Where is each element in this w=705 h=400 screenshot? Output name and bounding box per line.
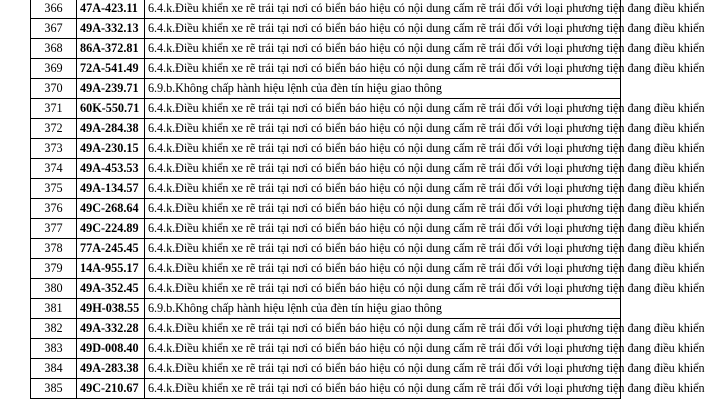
license-plate-cell: 49A-230.15 bbox=[77, 139, 145, 159]
violation-description-cell: 6.4.k.Điều khiển xe rẽ trái tại nơi có biển báo hiệu có nội dung cấm rẽ trái đối với loại phương tiện đang điều khiển bbox=[145, 0, 621, 19]
row-number-cell: 376 bbox=[31, 199, 77, 219]
row-number-cell: 373 bbox=[31, 139, 77, 159]
violation-description-cell: 6.9.b.Không chấp hành hiệu lệnh của đèn tín hiệu giao thông bbox=[145, 299, 621, 319]
table-row bbox=[31, 319, 621, 339]
violation-description-cell: 6.4.k.Điều khiển xe rẽ trái tại nơi có biển báo hiệu có nội dung cấm rẽ trái đối với loại phương tiện đang điều khiển bbox=[145, 59, 621, 79]
violation-description-cell: 6.4.k.Điều khiển xe rẽ trái tại nơi có biển báo hiệu có nội dung cấm rẽ trái đối với loại phương tiện đang điều khiển bbox=[145, 19, 621, 39]
row-number-cell: 372 bbox=[31, 119, 77, 139]
violation-description-cell: 6.4.k.Điều khiển xe rẽ trái tại nơi có biển báo hiệu có nội dung cấm rẽ trái đối với loại phương tiện đang điều khiển bbox=[145, 319, 621, 339]
row-number-cell: 381 bbox=[31, 299, 77, 319]
row-number-cell: 369 bbox=[31, 59, 77, 79]
license-plate-cell: 49A-284.38 bbox=[77, 119, 145, 139]
violation-description-cell: 6.4.k.Điều khiển xe rẽ trái tại nơi có biển báo hiệu có nội dung cấm rẽ trái đối với loại phương tiện đang điều khiển bbox=[145, 99, 621, 119]
license-plate-cell: 49C-268.64 bbox=[77, 199, 145, 219]
license-plate-cell: 49C-210.67 bbox=[77, 379, 145, 399]
table-row bbox=[31, 19, 621, 39]
violation-description-cell: 6.4.k.Điều khiển xe rẽ trái tại nơi có biển báo hiệu có nội dung cấm rẽ trái đối với loại phương tiện đang điều khiển bbox=[145, 139, 621, 159]
license-plate-cell: 49A-332.28 bbox=[77, 319, 145, 339]
table-row bbox=[31, 219, 621, 239]
table-row bbox=[31, 39, 621, 59]
table-row bbox=[31, 279, 621, 299]
violations-table-body bbox=[31, 0, 705, 399]
table-row bbox=[31, 79, 621, 99]
license-plate-cell: 49A-283.38 bbox=[77, 359, 145, 379]
table-row bbox=[31, 299, 621, 319]
violation-description-cell: 6.4.k.Điều khiển xe rẽ trái tại nơi có biển báo hiệu có nội dung cấm rẽ trái đối với loại phương tiện đang điều khiển bbox=[145, 339, 621, 359]
table-row bbox=[31, 119, 621, 139]
table-row bbox=[31, 339, 621, 359]
license-plate-cell: 49A-134.57 bbox=[77, 179, 145, 199]
violation-description-cell: 6.4.k.Điều khiển xe rẽ trái tại nơi có biển báo hiệu có nội dung cấm rẽ trái đối với loại phương tiện đang điều khiển bbox=[145, 119, 621, 139]
license-plate-cell: 49H-038.55 bbox=[77, 299, 145, 319]
license-plate-cell: 49A-332.13 bbox=[77, 19, 145, 39]
license-plate-cell: 77A-245.45 bbox=[77, 239, 145, 259]
table-row bbox=[31, 59, 621, 79]
row-number-cell: 382 bbox=[31, 319, 77, 339]
table-row bbox=[31, 259, 621, 279]
violation-description-cell: 6.4.k.Điều khiển xe rẽ trái tại nơi có biển báo hiệu có nội dung cấm rẽ trái đối với loại phương tiện đang điều khiển bbox=[145, 359, 621, 379]
violation-description-cell: 6.4.k.Điều khiển xe rẽ trái tại nơi có biển báo hiệu có nội dung cấm rẽ trái đối với loại phương tiện đang điều khiển bbox=[145, 219, 621, 239]
row-number-cell: 368 bbox=[31, 39, 77, 59]
row-number-cell: 366 bbox=[31, 0, 77, 19]
license-plate-cell: 49A-352.45 bbox=[77, 279, 145, 299]
violation-description-cell: 6.4.k.Điều khiển xe rẽ trái tại nơi có biển báo hiệu có nội dung cấm rẽ trái đối với loại phương tiện đang điều khiển bbox=[145, 199, 621, 219]
table-row bbox=[31, 99, 621, 119]
table-row bbox=[31, 359, 621, 379]
violation-description-cell: 6.4.k.Điều khiển xe rẽ trái tại nơi có biển báo hiệu có nội dung cấm rẽ trái đối với loại phương tiện đang điều khiển bbox=[145, 179, 621, 199]
violation-description-cell: 6.4.k.Điều khiển xe rẽ trái tại nơi có biển báo hiệu có nội dung cấm rẽ trái đối với loại phương tiện đang điều khiển bbox=[145, 39, 621, 59]
row-number-cell: 383 bbox=[31, 339, 77, 359]
license-plate-cell: 49A-453.53 bbox=[77, 159, 145, 179]
row-number-cell: 367 bbox=[31, 19, 77, 39]
license-plate-cell: 60K-550.71 bbox=[77, 99, 145, 119]
row-number-cell: 379 bbox=[31, 259, 77, 279]
row-number-cell: 385 bbox=[31, 379, 77, 399]
row-number-cell: 374 bbox=[31, 159, 77, 179]
violations-table bbox=[30, 0, 705, 399]
table-row bbox=[31, 159, 621, 179]
violation-description-cell: 6.4.k.Điều khiển xe rẽ trái tại nơi có biển báo hiệu có nội dung cấm rẽ trái đối với loại phương tiện đang điều khiển bbox=[145, 159, 621, 179]
license-plate-cell: 49D-008.40 bbox=[77, 339, 145, 359]
row-number-cell: 378 bbox=[31, 239, 77, 259]
row-number-cell: 375 bbox=[31, 179, 77, 199]
table-row bbox=[31, 199, 621, 219]
row-number-cell: 371 bbox=[31, 99, 77, 119]
violation-description-cell: 6.4.k.Điều khiển xe rẽ trái tại nơi có biển báo hiệu có nội dung cấm rẽ trái đối với loại phương tiện đang điều khiển bbox=[145, 239, 621, 259]
row-number-cell: 380 bbox=[31, 279, 77, 299]
table-row bbox=[31, 139, 621, 159]
table-row bbox=[31, 0, 621, 19]
violation-description-cell: 6.4.k.Điều khiển xe rẽ trái tại nơi có biển báo hiệu có nội dung cấm rẽ trái đối với loại phương tiện đang điều khiển bbox=[145, 379, 621, 399]
table-row bbox=[31, 239, 621, 259]
row-number-cell: 377 bbox=[31, 219, 77, 239]
violation-description-cell: 6.9.b.Không chấp hành hiệu lệnh của đèn tín hiệu giao thông bbox=[145, 79, 621, 99]
license-plate-cell: 49C-224.89 bbox=[77, 219, 145, 239]
row-number-cell: 370 bbox=[31, 79, 77, 99]
violation-description-cell: 6.4.k.Điều khiển xe rẽ trái tại nơi có biển báo hiệu có nội dung cấm rẽ trái đối với loại phương tiện đang điều khiển bbox=[145, 279, 621, 299]
license-plate-cell: 72A-541.49 bbox=[77, 59, 145, 79]
row-number-cell: 384 bbox=[31, 359, 77, 379]
violation-description-cell: 6.4.k.Điều khiển xe rẽ trái tại nơi có biển báo hiệu có nội dung cấm rẽ trái đối với loại phương tiện đang điều khiển bbox=[145, 259, 621, 279]
license-plate-cell: 47A-423.11 bbox=[77, 0, 145, 19]
license-plate-cell: 86A-372.81 bbox=[77, 39, 145, 59]
license-plate-cell: 49A-239.71 bbox=[77, 79, 145, 99]
table-row bbox=[31, 179, 621, 199]
table-row bbox=[31, 379, 621, 399]
license-plate-cell: 14A-955.17 bbox=[77, 259, 145, 279]
